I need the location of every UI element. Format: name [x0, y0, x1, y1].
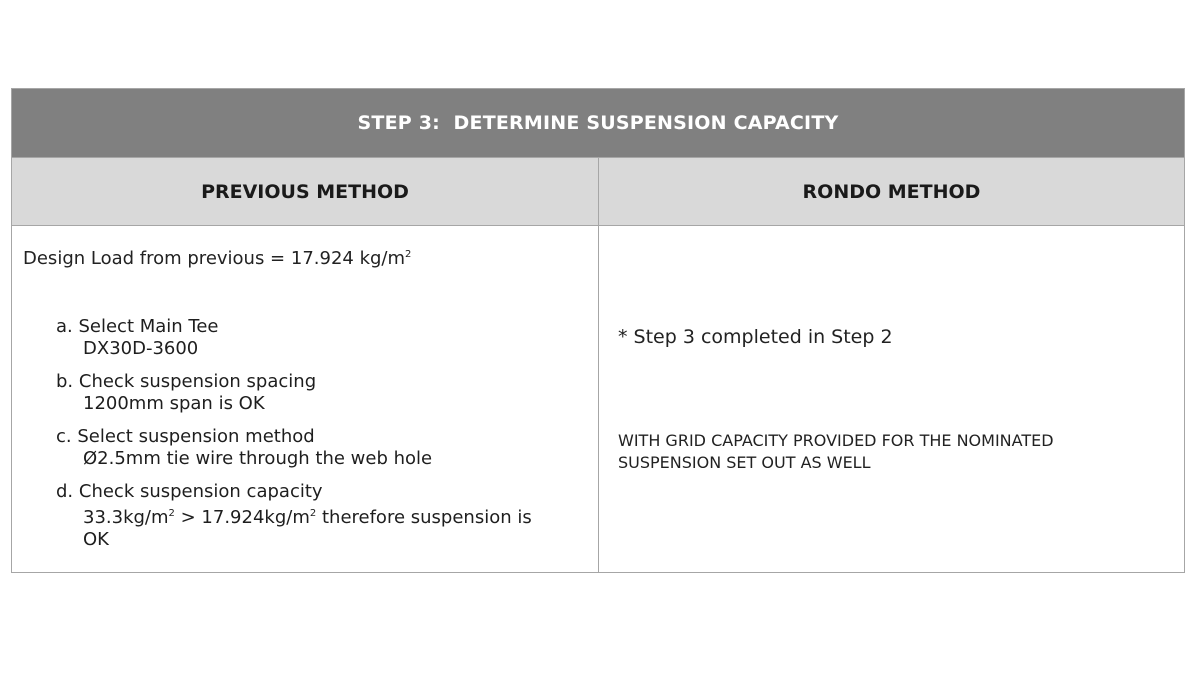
step-detail: DX30D-3600	[83, 338, 199, 359]
load-comparison: > 17.924kg/m	[174, 507, 310, 528]
table-title: STEP 3: DETERMINE SUSPENSION CAPACITY	[12, 89, 1184, 157]
grid-capacity-line-2: SUSPENSION SET OUT AS WELL	[618, 453, 871, 472]
design-load-text	[23, 248, 411, 269]
steps-list	[56, 316, 586, 562]
step-title: c. Select suspension method	[56, 426, 315, 447]
grid-capacity-line-1: WITH GRID CAPACITY PROVIDED FOR THE NOMINATED	[618, 431, 1054, 450]
step-detail	[56, 503, 586, 551]
list-item	[56, 481, 586, 551]
body-row	[12, 226, 1184, 572]
list-item	[56, 371, 586, 415]
step-title: a. Select Main Tee	[56, 316, 219, 337]
load-exponent: 2	[309, 508, 317, 519]
suspension-capacity-table	[11, 88, 1185, 573]
design-load-exponent: 2	[405, 249, 412, 260]
step-title: b. Check suspension spacing	[56, 371, 317, 392]
list-item	[56, 316, 586, 360]
header-previous-method: PREVIOUS METHOD	[201, 180, 409, 203]
grid-capacity-note	[618, 430, 1158, 474]
design-load-value: Design Load from previous = 17.924 kg/m	[23, 248, 406, 269]
rondo-note: * Step 3 completed in Step 2	[618, 326, 893, 348]
header-row	[12, 157, 1184, 226]
capacity-ok: OK	[83, 529, 109, 550]
rondo-method-cell	[598, 226, 1184, 572]
step-title: d. Check suspension capacity	[56, 481, 323, 502]
step-detail: 1200mm span is OK	[83, 393, 265, 414]
previous-method-cell	[12, 226, 598, 572]
list-item	[56, 426, 586, 470]
step-detail: Ø2.5mm tie wire through the web hole	[83, 448, 433, 469]
capacity-conclusion: therefore suspension is	[316, 507, 532, 528]
capacity-exponent: 2	[168, 508, 175, 519]
capacity-value: 33.3kg/m	[83, 507, 169, 528]
header-rondo-method: RONDO METHOD	[598, 158, 1184, 225]
